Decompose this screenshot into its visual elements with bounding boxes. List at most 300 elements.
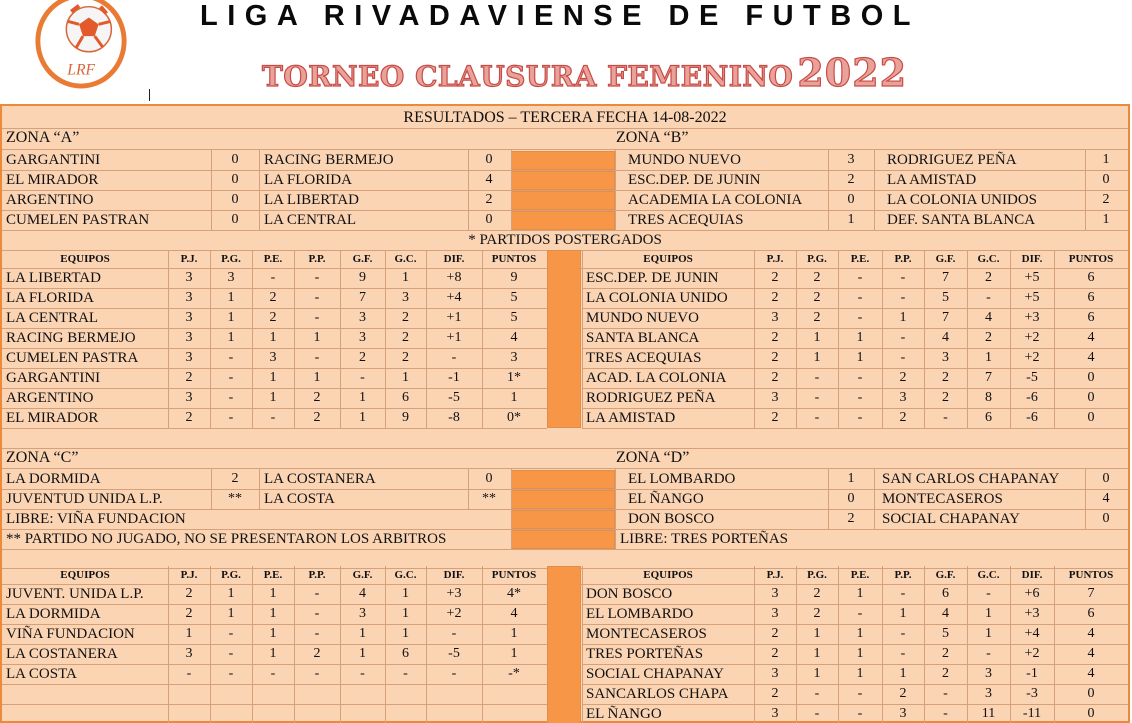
stat-cell: -6 — [1026, 390, 1038, 405]
grid-line — [294, 250, 295, 428]
stat-cell: 1 — [402, 370, 409, 385]
stat-cell: 1 — [402, 626, 409, 641]
stat-cell: - — [270, 270, 276, 285]
stat-cell: 1 — [856, 646, 864, 661]
grid-line — [168, 250, 169, 428]
column-header: P.G. — [807, 569, 827, 581]
grid-line — [582, 566, 583, 723]
match-home-team: DON BOSCO — [628, 511, 715, 527]
stat-cell: 1 — [402, 606, 409, 621]
grid-line — [2, 549, 1128, 550]
stat-cell: 9 — [510, 270, 518, 285]
stat-cell: 4 — [359, 586, 366, 601]
grid-line — [294, 566, 295, 723]
stat-cell: 6 — [402, 646, 409, 661]
stat-cell — [385, 684, 426, 704]
stat-cell: 1 — [402, 586, 409, 601]
stat-cell: 2 — [942, 646, 949, 661]
grid-line — [1085, 469, 1086, 529]
stat-cell: - — [857, 410, 863, 425]
match-away-team: LA AMISTAD — [887, 172, 977, 188]
stat-cell: 4 — [985, 310, 992, 325]
column-header: G.C. — [394, 253, 417, 265]
stat-cell: 0 — [1087, 390, 1095, 405]
match-home-team: EL LOMBARDO — [628, 471, 736, 487]
stat-cell — [482, 684, 546, 704]
match-home-score: 1 — [847, 471, 855, 486]
stat-cell: - — [314, 350, 320, 365]
separator-bar — [547, 250, 581, 428]
stat-cell: - — [270, 666, 276, 681]
stat-cell: 1 — [227, 330, 235, 345]
stat-cell: - — [228, 390, 234, 405]
stat-cell: 1 — [899, 310, 907, 325]
stat-cell: 1 — [856, 666, 864, 681]
stat-cell: 1 — [510, 390, 518, 405]
stat-cell: -6 — [1026, 410, 1038, 425]
stat-cell: 2 — [771, 270, 779, 285]
soccer-ball-icon — [66, 6, 111, 52]
stat-cell: 1 — [227, 606, 235, 621]
match-home-score: 0 — [231, 212, 239, 227]
team-name: JUVENT. UNIDA L.P. — [6, 586, 144, 602]
stat-cell: 6 — [1087, 270, 1095, 285]
stat-cell: 2 — [185, 606, 193, 621]
match-home-team: CUMELEN PASTRAN — [6, 212, 150, 228]
stat-cell: -1 — [1026, 666, 1038, 681]
column-header: P.G. — [221, 569, 241, 581]
stat-cell: 4 — [1087, 350, 1095, 365]
column-header: DIF. — [1021, 253, 1043, 265]
grid-line — [252, 566, 253, 723]
match-home-score: 0 — [847, 491, 855, 506]
team-name: RODRIGUEZ PEÑA — [586, 390, 716, 406]
stat-cell: - — [857, 310, 863, 325]
stat-cell: 2 — [771, 370, 779, 385]
column-header: P.J. — [766, 569, 784, 581]
stat-cell: 2 — [771, 686, 779, 701]
team-name: SANCARLOS CHAPA — [586, 686, 729, 702]
column-header: G.F. — [935, 253, 956, 265]
column-header: P.E. — [850, 569, 870, 581]
stat-cell: 1 — [269, 330, 277, 345]
grid-line — [385, 250, 386, 428]
stat-cell: 3 — [771, 706, 779, 721]
separator-bar — [511, 151, 615, 170]
stat-cell: +5 — [1024, 270, 1040, 285]
stat-cell: -5 — [1026, 370, 1038, 385]
column-header: G.C. — [977, 253, 1000, 265]
stat-cell: 2 — [942, 390, 949, 405]
stat-cell: - — [943, 410, 948, 425]
stat-cell: 1 — [813, 646, 821, 661]
stat-cell: 1 — [359, 646, 366, 661]
grid-line — [967, 250, 968, 428]
stat-cell — [210, 684, 252, 704]
stat-cell: 2 — [402, 350, 409, 365]
stat-cell: 2 — [313, 410, 321, 425]
stat-cell: 4* — [507, 586, 521, 601]
grid-line — [511, 469, 512, 549]
match-away-team: LA COSTA — [264, 491, 335, 507]
stat-cell: - — [943, 706, 948, 721]
stat-cell: 2 — [771, 290, 779, 305]
stat-cell: - — [186, 666, 192, 681]
column-header: G.C. — [394, 569, 417, 581]
stat-cell: +3 — [446, 586, 462, 601]
match-home-team: MUNDO NUEVO — [628, 152, 741, 168]
column-header: DIF. — [443, 253, 465, 265]
match-away-score: 0 — [1102, 172, 1110, 187]
team-name: SOCIAL CHAPANAY — [586, 666, 724, 682]
team-name: EL LOMBARDO — [586, 606, 694, 622]
stat-cell: 1 — [856, 626, 864, 641]
grid-line — [259, 469, 260, 509]
stat-cell — [168, 704, 210, 723]
grid-line — [838, 250, 839, 428]
stat-cell: 3 — [771, 666, 779, 681]
grid-line — [259, 150, 260, 230]
match-home-score: 1 — [847, 212, 855, 227]
stat-cell: 1 — [510, 626, 518, 641]
stat-cell: 0 — [1087, 686, 1095, 701]
stat-cell: 3 — [771, 606, 779, 621]
grid-line — [1054, 250, 1055, 428]
column-header: EQUIPOS — [643, 569, 693, 581]
stat-cell: 3 — [185, 290, 193, 305]
zone-b-label: ZONA “B” — [616, 129, 689, 146]
stat-cell: 6 — [402, 390, 409, 405]
match-away-score: 4 — [1102, 491, 1110, 506]
match-home-team: EL ÑANGO — [628, 491, 704, 507]
separator-bar — [511, 530, 615, 549]
grid-line — [210, 250, 211, 428]
stat-cell: 0* — [507, 410, 521, 425]
grid-line — [582, 250, 583, 428]
stat-cell: 2 — [269, 310, 277, 325]
match-away-team: RACING BERMEJO — [264, 152, 394, 168]
stat-cell: 1 — [269, 606, 277, 621]
stat-cell: 7 — [985, 370, 992, 385]
stat-cell: 4 — [510, 606, 518, 621]
stat-cell: 1 — [985, 350, 992, 365]
match-home-score: 3 — [847, 152, 855, 167]
stat-cell: 2 — [313, 646, 321, 661]
stat-cell — [294, 704, 340, 723]
stat-cell: 5 — [942, 290, 949, 305]
stat-cell: - — [403, 666, 408, 681]
grid-line — [874, 469, 875, 529]
grid-line — [468, 469, 469, 509]
match-home-team: GARGANTINI — [6, 152, 101, 168]
stat-cell: - — [228, 666, 234, 681]
grid-line — [838, 566, 839, 723]
stat-cell: - — [451, 350, 457, 365]
stat-cell: +2 — [1024, 350, 1040, 365]
separator-bar — [511, 510, 615, 529]
libre-label: LIBRE: TRES PORTEÑAS — [620, 531, 789, 547]
stat-cell: - — [814, 686, 820, 701]
stat-cell: 2 — [185, 410, 193, 425]
stat-cell: 1 — [856, 350, 864, 365]
zone-a-label: ZONA “A” — [6, 129, 80, 146]
match-away-score: 0 — [1102, 471, 1110, 486]
match-away-score: 2 — [1102, 192, 1110, 207]
stat-cell: 4 — [1087, 330, 1095, 345]
team-name: LA COSTANERA — [6, 646, 118, 662]
stat-cell: 1 — [856, 586, 864, 601]
team-name: ESC.DEP. DE JUNIN — [586, 270, 719, 286]
postponed-note: * PARTIDOS POSTERGADOS — [468, 232, 662, 248]
stat-cell: 2 — [771, 330, 779, 345]
match-away-team: LA FLORIDA — [264, 172, 352, 188]
column-header: P.P. — [894, 253, 912, 265]
stat-cell: - — [314, 290, 320, 305]
stat-cell: 1 — [227, 310, 235, 325]
stat-cell: 3 — [942, 350, 949, 365]
stat-cell: 2 — [771, 646, 779, 661]
stat-cell: -5 — [448, 390, 460, 405]
separator-bar — [511, 470, 615, 489]
tournament-name: TORNEO CLAUSURA FEMENINO — [262, 60, 794, 93]
match-home-team: TRES ACEQUIAS — [628, 212, 744, 228]
match-home-score: ** — [228, 491, 242, 506]
column-header: P.J. — [766, 253, 784, 265]
team-name: GARGANTINI — [6, 370, 101, 386]
match-away-team: LA LIBERTAD — [264, 192, 359, 208]
stat-cell: - — [857, 390, 863, 405]
stat-cell: 3 — [771, 310, 779, 325]
grid-line — [796, 250, 797, 428]
grid-line — [511, 150, 512, 230]
results-sheet — [0, 104, 1130, 723]
grid-line — [828, 150, 829, 230]
column-header: P.P. — [894, 569, 912, 581]
team-name: EL MIRADOR — [6, 410, 99, 426]
stat-cell: 1 — [899, 666, 907, 681]
stat-cell: 1 — [185, 626, 193, 641]
team-name: LA LIBERTAD — [6, 270, 101, 286]
grid-line — [924, 250, 925, 428]
stat-cell: - — [228, 370, 234, 385]
grid-line — [967, 566, 968, 723]
stat-cell: - — [900, 270, 906, 285]
stat-cell — [340, 704, 385, 723]
match-home-team: JUVENTUD UNIDA L.P. — [6, 491, 163, 507]
column-header: PUNTOS — [491, 253, 537, 265]
team-name: ARGENTINO — [6, 390, 94, 406]
team-name: LA FLORIDA — [6, 290, 94, 306]
stat-cell: - — [451, 626, 457, 641]
stat-cell: 1 — [813, 666, 821, 681]
stat-cell: - — [814, 370, 820, 385]
stat-cell: +6 — [1024, 586, 1040, 601]
grid-line — [796, 566, 797, 723]
stat-cell: 1 — [227, 586, 235, 601]
separator-bar — [511, 191, 615, 210]
stat-cell: 1* — [507, 370, 521, 385]
stat-cell: 4 — [1087, 626, 1095, 641]
stat-cell: 7 — [359, 290, 366, 305]
stat-cell: - — [857, 706, 863, 721]
stat-cell: 2 — [985, 270, 992, 285]
stat-cell: - — [857, 606, 863, 621]
match-home-score: 0 — [231, 172, 239, 187]
grid-line — [582, 428, 1128, 429]
grid-line — [252, 250, 253, 428]
stat-cell: 3 — [185, 310, 193, 325]
stat-cell: 1 — [269, 390, 277, 405]
stat-cell: - — [228, 626, 234, 641]
team-name: DON BOSCO — [586, 586, 673, 602]
stat-cell: -* — [508, 666, 520, 681]
grid-line — [211, 469, 212, 509]
stat-cell: - — [314, 606, 320, 621]
stat-cell: 2 — [359, 350, 366, 365]
stat-cell: 0 — [1087, 706, 1095, 721]
stat-cell: 3 — [359, 310, 366, 325]
grid-line — [468, 150, 469, 230]
match-away-score: 1 — [1102, 152, 1110, 167]
stat-cell: +2 — [1024, 646, 1040, 661]
stat-cell: 9 — [359, 270, 366, 285]
stat-cell: - — [814, 390, 820, 405]
column-header: DIF. — [1021, 569, 1043, 581]
stat-cell: +4 — [446, 290, 462, 305]
match-away-score: 0 — [485, 212, 493, 227]
stat-cell: 2 — [985, 330, 992, 345]
logo-text: LRF — [67, 61, 96, 79]
stat-cell: 11 — [981, 706, 996, 721]
page-header — [0, 0, 1132, 104]
grid-line — [882, 250, 883, 428]
grid-line — [754, 566, 755, 723]
column-header: P.G. — [221, 253, 241, 265]
stat-cell: 1 — [813, 330, 821, 345]
stat-cell: - — [986, 646, 991, 661]
stat-cell — [252, 704, 294, 723]
stat-cell: +1 — [446, 310, 462, 325]
grid-line — [1010, 566, 1011, 723]
stat-cell: +5 — [1024, 290, 1040, 305]
column-header: P.P. — [308, 253, 326, 265]
stat-cell: 1 — [313, 370, 321, 385]
column-header: P.P. — [308, 569, 326, 581]
stat-cell: - — [360, 370, 365, 385]
stat-cell: - — [943, 686, 948, 701]
stat-cell: -1 — [448, 370, 460, 385]
stat-cell: 2 — [899, 686, 907, 701]
grid-line — [1054, 566, 1055, 723]
grid-line — [874, 150, 875, 230]
stat-cell: - — [314, 270, 320, 285]
match-away-team: LA COSTANERA — [264, 471, 376, 487]
stat-cell: - — [814, 410, 820, 425]
stat-cell — [482, 704, 546, 723]
stat-cell: 3 — [359, 330, 366, 345]
stat-cell: 5 — [510, 310, 518, 325]
stat-cell: +3 — [1024, 606, 1040, 621]
stat-cell: 4 — [942, 330, 949, 345]
stat-cell: 2 — [813, 290, 821, 305]
grid-line — [754, 250, 755, 428]
libre-label: LIBRE: VIÑA FUNDACION — [6, 511, 186, 527]
stat-cell: 3 — [359, 606, 366, 621]
match-away-score: 1 — [1102, 212, 1110, 227]
stat-cell: - — [900, 586, 906, 601]
stat-cell: 3 — [771, 390, 779, 405]
team-name — [6, 704, 168, 723]
stat-cell: 2 — [813, 586, 821, 601]
stat-cell: - — [986, 586, 991, 601]
stat-cell: 3 — [185, 350, 193, 365]
column-header: P.J. — [180, 253, 198, 265]
stat-cell — [168, 684, 210, 704]
stat-cell: 8 — [985, 390, 992, 405]
team-name: EL ÑANGO — [586, 706, 662, 722]
match-home-team: LA DORMIDA — [6, 471, 101, 487]
stat-cell — [294, 684, 340, 704]
grid-line — [340, 566, 341, 723]
column-header: EQUIPOS — [60, 569, 110, 581]
stat-cell: 9 — [402, 410, 409, 425]
stat-cell: - — [857, 290, 863, 305]
grid-line — [615, 469, 616, 549]
column-header: P.E. — [850, 253, 870, 265]
stat-cell: 7 — [942, 310, 949, 325]
match-away-score: 0 — [1102, 511, 1110, 526]
stat-cell: - — [314, 586, 320, 601]
stat-cell: - — [900, 290, 906, 305]
stat-cell: - — [900, 646, 906, 661]
match-away-team: SOCIAL CHAPANAY — [882, 511, 1020, 527]
stat-cell: 2 — [402, 310, 409, 325]
stat-cell: +4 — [1024, 626, 1040, 641]
grid-line — [2, 428, 547, 429]
column-header: PUNTOS — [491, 569, 537, 581]
match-away-score: ** — [482, 491, 496, 506]
stat-cell: 2 — [813, 310, 821, 325]
stat-cell: 2 — [269, 290, 277, 305]
stat-cell: 1 — [359, 390, 366, 405]
stat-cell: 1 — [856, 330, 864, 345]
column-header: DIF. — [443, 569, 465, 581]
team-name: RACING BERMEJO — [6, 330, 136, 346]
match-home-team: ARGENTINO — [6, 192, 94, 208]
column-header: G.F. — [352, 569, 373, 581]
team-name: LA DORMIDA — [6, 606, 101, 622]
stat-cell: - — [900, 350, 906, 365]
stat-cell: 4 — [942, 606, 949, 621]
team-name: CUMELEN PASTRA — [6, 350, 139, 366]
team-name: TRES ACEQUIAS — [586, 350, 702, 366]
stat-cell: 1 — [510, 646, 518, 661]
match-away-score: 2 — [485, 192, 493, 207]
grid-line — [385, 566, 386, 723]
stat-cell: +2 — [1024, 330, 1040, 345]
match-home-score: 0 — [231, 152, 239, 167]
stat-cell — [426, 684, 482, 704]
stat-cell: - — [314, 626, 320, 641]
match-away-team: SAN CARLOS CHAPANAY — [882, 471, 1060, 487]
stat-cell: 5 — [942, 626, 949, 641]
stat-cell: - — [814, 706, 820, 721]
column-header: G.F. — [935, 569, 956, 581]
stat-cell: 2 — [771, 350, 779, 365]
stat-cell: 3 — [227, 270, 235, 285]
match-away-team: LA CENTRAL — [264, 212, 357, 228]
stat-cell: - — [228, 350, 234, 365]
